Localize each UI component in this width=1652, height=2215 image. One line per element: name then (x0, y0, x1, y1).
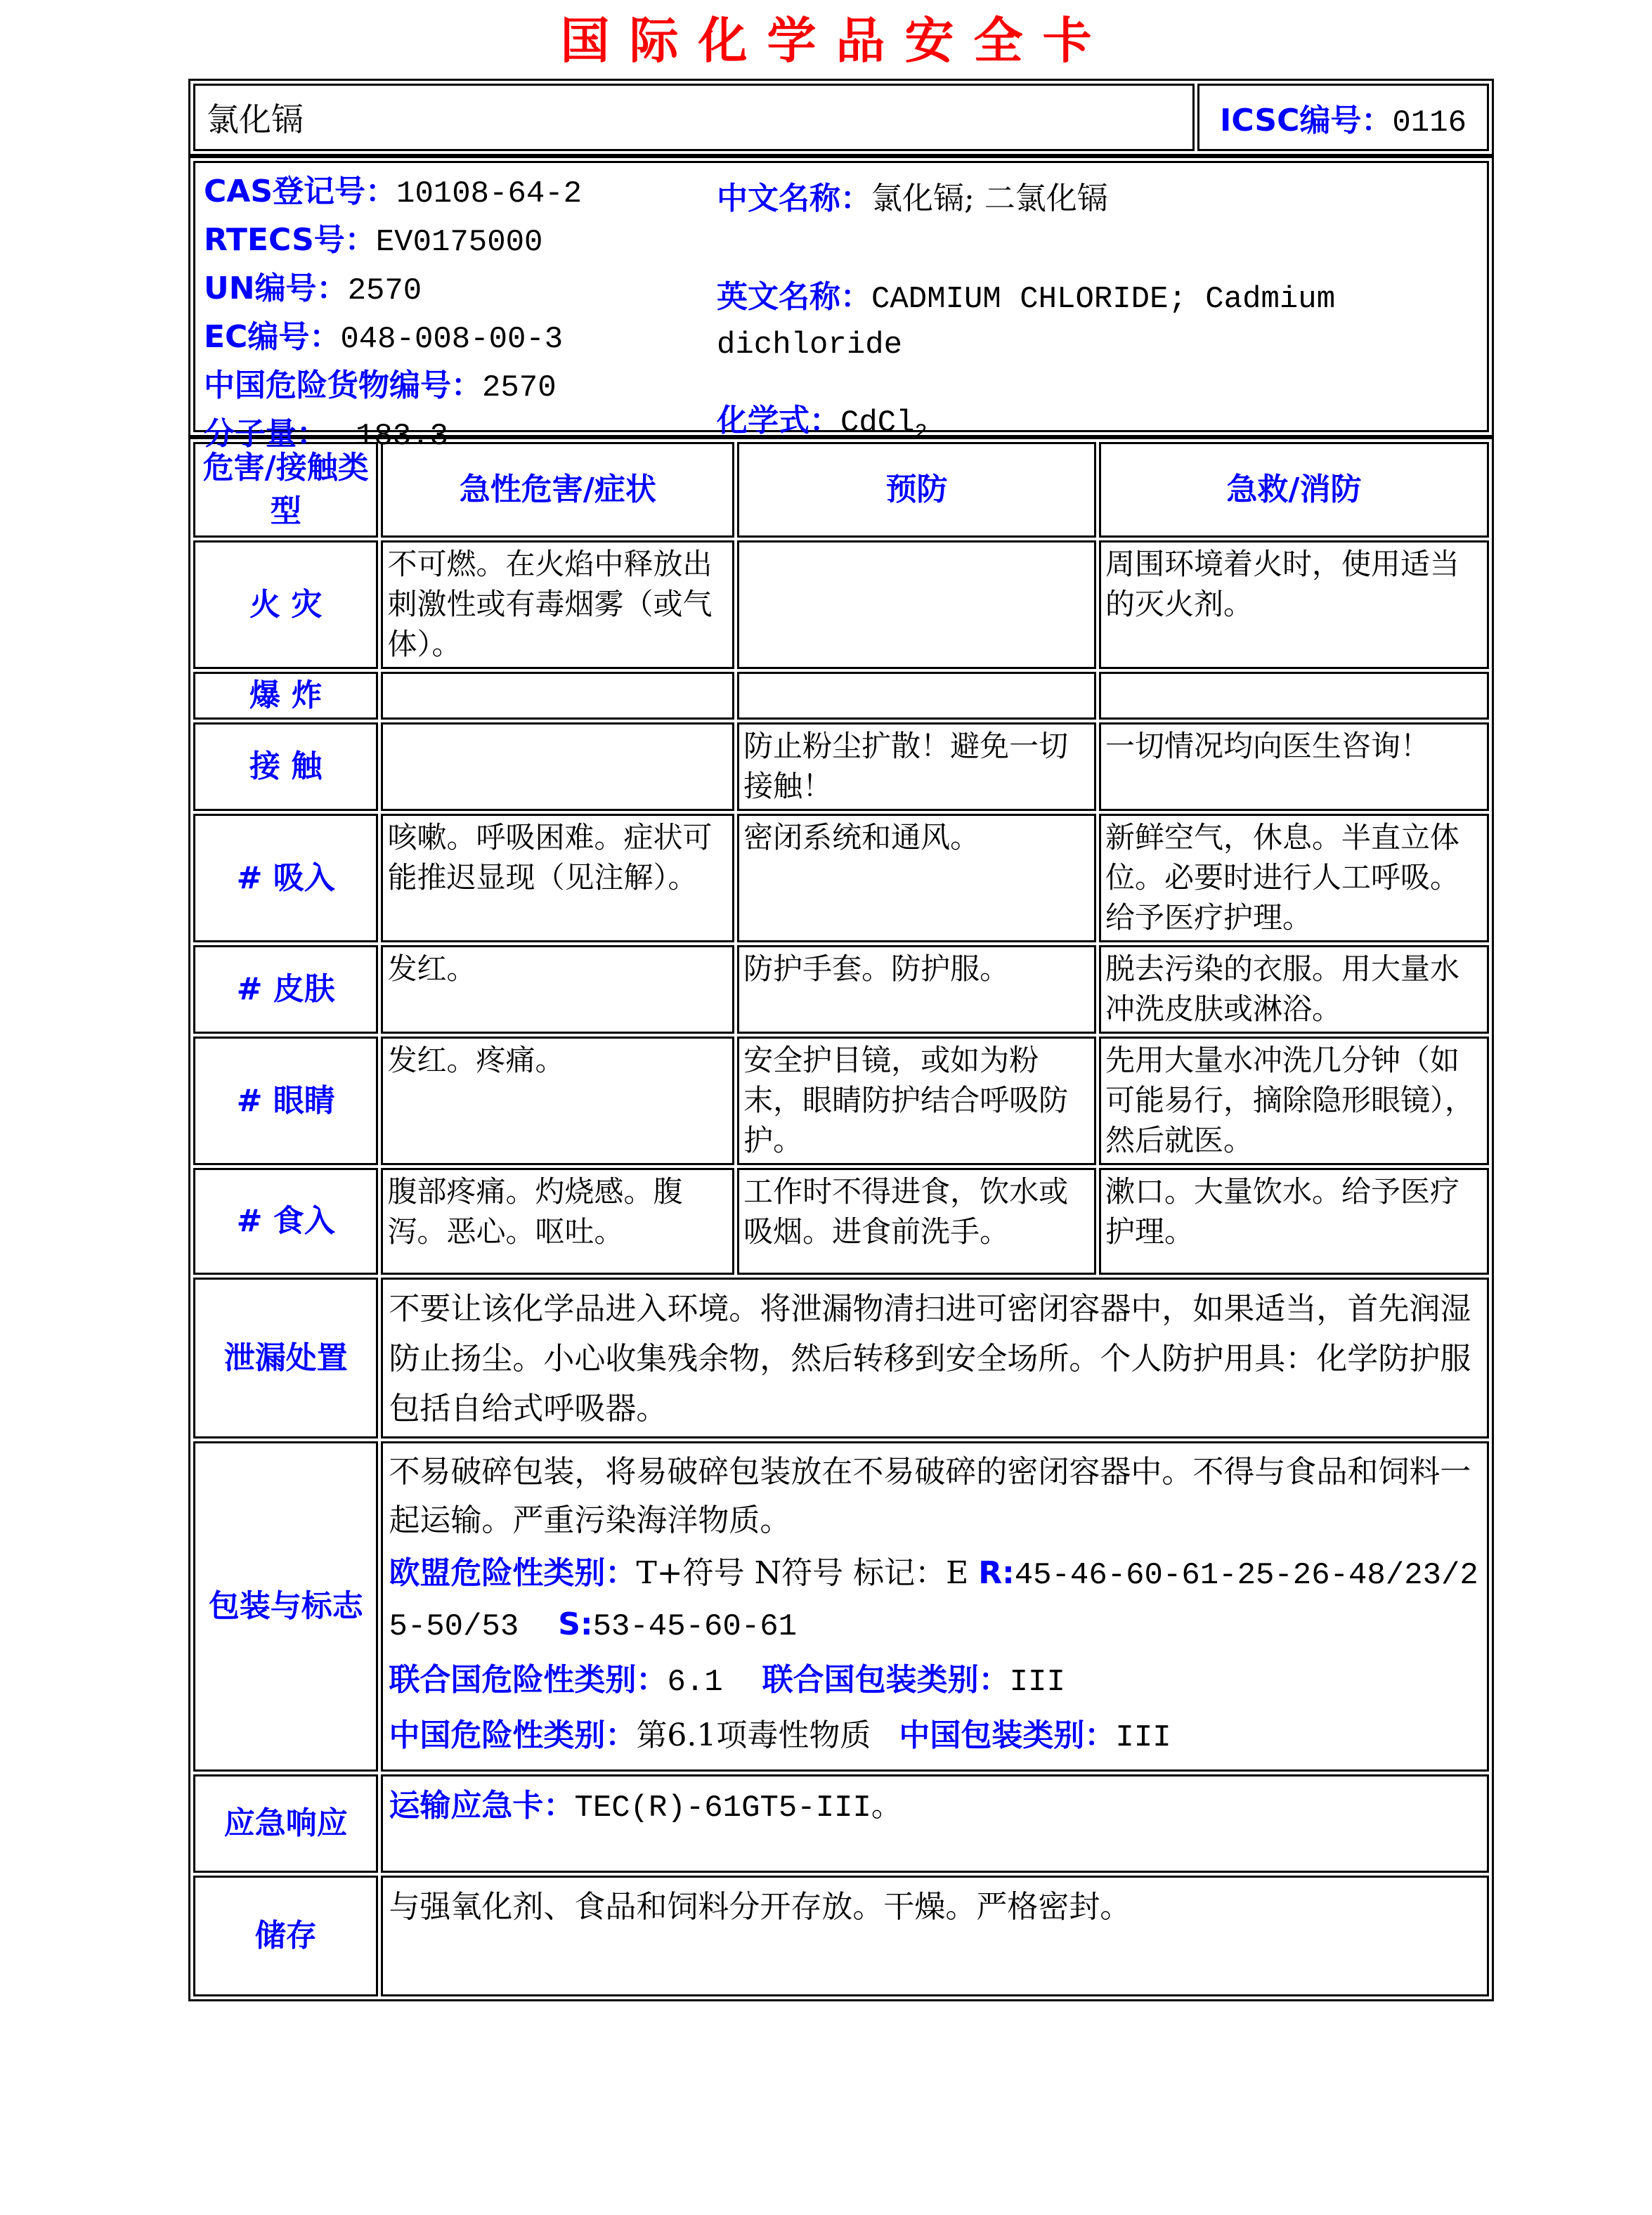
eu-s-label: S: (558, 1606, 593, 1642)
skin-firstaid: 脱去污染的衣服。用大量水冲洗皮肤或淋浴。 (1099, 945, 1489, 1034)
eu-class-symbols: T+符号 N符号 标记：E (636, 1555, 979, 1591)
eyes-prevention: 安全护目镜，或如为粉末，眼睛防护结合呼吸防护。 (737, 1037, 1096, 1165)
rtecs-value: EV0175000 (375, 225, 543, 260)
explosion-firstaid (1099, 672, 1489, 720)
row-spillage-label: 泄漏处置 (193, 1278, 378, 1438)
header-row (193, 84, 1489, 151)
ec-number-line (204, 314, 582, 363)
ec-value: 048-008-00-3 (340, 322, 564, 357)
fire-prevention (737, 540, 1096, 669)
row-storage (193, 1876, 1489, 1996)
cas-number-line (204, 169, 582, 217)
row-emergency (193, 1774, 1489, 1873)
rtecs-number-line (204, 217, 582, 266)
china-class-label: 中国危险性类别： (389, 1717, 637, 1753)
formula-line (717, 395, 1377, 445)
ingestion-prevention: 工作时不得进食，饮水或吸烟。进食前洗手。 (737, 1168, 1096, 1275)
un-pack-label: 联合国包装类别： (762, 1662, 1010, 1698)
eu-class-label: 欧盟危险性类别： (389, 1555, 637, 1591)
row-explosion-label: 爆 炸 (193, 672, 378, 720)
row-spillage (193, 1278, 1489, 1438)
cas-label: CAS登记号： (204, 174, 397, 209)
exposure-symptoms (381, 722, 734, 811)
row-ingestion-label: # 食入 (193, 1168, 378, 1275)
china-pack-value: III (1115, 1720, 1171, 1755)
molweight-line (204, 411, 582, 460)
identification-cell (193, 161, 1489, 454)
inhalation-firstaid: 新鲜空气，休息。半直立体位。必要时进行人工呼吸。给予医疗护理。 (1099, 814, 1489, 942)
eyes-firstaid: 先用大量水冲洗几分钟（如可能易行，摘除隐形眼镜），然后就医。 (1099, 1037, 1489, 1165)
chemical-name: 氯化镉 (193, 84, 1195, 151)
row-inhalation (193, 814, 1489, 942)
un-class-value: 6.1 (667, 1665, 723, 1700)
row-emergency-label: 应急响应 (193, 1774, 378, 1873)
names-block (717, 163, 1377, 445)
rtecs-label: RTECS号： (204, 222, 376, 258)
row-eyes (193, 1037, 1489, 1165)
row-exposure-label: 接 触 (193, 722, 378, 811)
skin-symptoms: 发红。 (381, 945, 734, 1034)
identification-section (188, 156, 1494, 454)
row-fire-label: 火 灾 (193, 540, 378, 669)
skin-prevention: 防护手套。防护服。 (737, 945, 1096, 1034)
exposure-prevention: 防止粉尘扩散！避免一切接触！ (737, 722, 1096, 811)
china-dg-label: 中国危险货物编号： (204, 368, 482, 403)
eu-r-label: R: (978, 1555, 1015, 1591)
un-pack-value: III (1009, 1665, 1065, 1700)
storage-content: 与强氧化剂、食品和饲料分开存放。干燥。严格密封。 (381, 1876, 1489, 1996)
english-name-value: CADMIUM CHLORIDE; Cadmium dichloride (717, 282, 1336, 363)
fire-symptoms: 不可燃。在火焰中释放出刺激性或有毒烟雾（或气体）。 (381, 540, 734, 669)
china-pack-label: 中国包装类别： (899, 1717, 1116, 1753)
chinese-name-line (717, 173, 1377, 218)
icsc-number-label: ICSC编号： (1219, 102, 1393, 138)
explosion-prevention (737, 672, 1096, 720)
ec-label: EC编号： (204, 319, 341, 355)
registry-numbers (204, 169, 582, 460)
exposure-firstaid: 一切情况均向医生咨询！ (1099, 722, 1489, 811)
row-storage-label: 储存 (193, 1876, 378, 1996)
packaging-intro: 不易破碎包装，将易破碎包装放在不易破碎的密闭容器中。不得与食品和饲料一起运输。严重污染海洋物质。 (389, 1454, 1471, 1538)
molweight-label: 分子量： (204, 416, 327, 452)
ingestion-symptoms: 腹部疼痛。灼烧感。腹泻。恶心。呕吐。 (381, 1168, 734, 1275)
row-fire (193, 540, 1489, 669)
formula-label: 化学式： (717, 403, 840, 439)
english-name-label: 英文名称： (717, 279, 871, 315)
row-eyes-label: # 眼睛 (193, 1037, 378, 1165)
transport-card-value: TEC(R)-61GT5-III。 (574, 1791, 902, 1826)
col-header-symptoms: 急性危害/症状 (381, 442, 734, 538)
page-title: 国际化学品安全卡 (560, 11, 1112, 70)
row-packaging (193, 1441, 1489, 1772)
eu-s-value: 53-45-60-61 (592, 1609, 798, 1644)
emergency-content (381, 1774, 1489, 1873)
formula-value: CdCl$_2$ (840, 405, 928, 445)
chinese-name-label: 中文名称： (717, 181, 871, 216)
inhalation-prevention: 密闭系统和通风。 (737, 814, 1096, 942)
packaging-content (381, 1441, 1489, 1772)
un-class-label: 联合国危险性类别： (389, 1662, 668, 1698)
ingestion-firstaid: 漱口。大量饮水。给予医疗护理。 (1099, 1168, 1489, 1275)
english-name-line (717, 275, 1377, 367)
un-classification-line (389, 1656, 1481, 1707)
cas-value: 10108-64-2 (396, 176, 583, 212)
inhalation-symptoms: 咳嗽。呼吸困难。症状可能推迟显现（见注解）。 (381, 814, 734, 942)
row-inhalation-label: # 吸入 (193, 814, 378, 942)
china-dg-value: 2570 (482, 370, 557, 405)
identification-row (193, 161, 1489, 432)
china-classification-line (389, 1711, 1481, 1762)
row-explosion (193, 672, 1489, 720)
col-header-prevention: 预防 (737, 442, 1096, 538)
transport-card-label: 运输应急卡： (389, 1788, 575, 1824)
header-section (188, 79, 1494, 156)
row-packaging-label: 包装与标志 (193, 1441, 378, 1772)
molweight-value: 183.3 (356, 419, 449, 454)
explosion-symptoms (381, 672, 734, 720)
row-skin-label: # 皮肤 (193, 945, 378, 1034)
hazard-table (188, 437, 1494, 2001)
icsc-number-value: 0116 (1392, 105, 1467, 141)
icsc-number-cell (1197, 84, 1489, 151)
un-value: 2570 (347, 273, 422, 308)
eu-r-value: 45-46-60-61-25-26-48/23/25-50/53 (389, 1558, 1478, 1644)
un-label: UN编号： (204, 271, 348, 306)
col-header-firstaid: 急救/消防 (1099, 442, 1489, 538)
col-header-hazard-type: 危害/接触类型 (193, 442, 378, 538)
row-skin (193, 945, 1489, 1034)
un-number-line (204, 266, 582, 314)
eyes-symptoms: 发红。疼痛。 (381, 1037, 734, 1165)
spillage-content: 不要让该化学品进入环境。将泄漏物清扫进可密闭容器中，如果适当，首先润湿防止扬尘。小心收集残余物，然后转移到安全场所。个人防护用具：化学防护服包括自给式呼吸器。 (381, 1278, 1489, 1438)
icsc-card (188, 79, 1494, 2001)
row-ingestion (193, 1168, 1489, 1275)
china-class-value: 第6.1项毒性物质 (636, 1717, 871, 1753)
row-exposure (193, 722, 1489, 811)
eu-classification-line (389, 1549, 1481, 1651)
fire-firstaid: 周围环境着火时，使用适当的灭火剂。 (1099, 540, 1489, 669)
chinese-name-value: 氯化镉; 二氯化镉 (871, 181, 1108, 216)
china-dg-number-line (204, 363, 582, 411)
